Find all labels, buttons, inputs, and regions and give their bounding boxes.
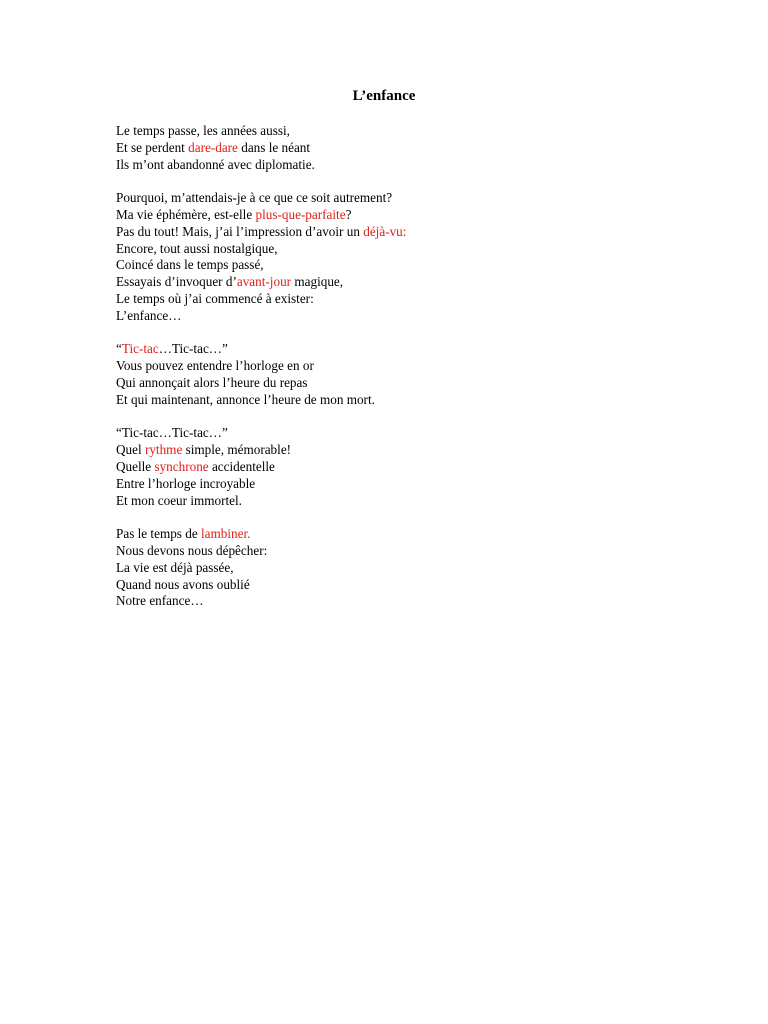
poem-line <box>116 123 676 140</box>
poem-line <box>116 593 676 610</box>
highlighted-word: lambiner. <box>200 526 251 542</box>
line-text: Encore, tout aussi nostalgique, <box>116 240 278 256</box>
line-text: dans le néant <box>237 139 311 155</box>
line-text: Pas du tout! Mais, j’ai l’impression d’avoir un <box>116 223 364 239</box>
line-text: Et se perdent <box>116 139 189 155</box>
poem-line <box>116 459 676 476</box>
line-text: Ma vie éphémère, est-elle <box>116 206 256 222</box>
line-text: Pourquoi, m’attendais-je à ce que ce soit autrement? <box>116 190 393 206</box>
highlighted-word: plus-que-parfaite <box>255 206 346 222</box>
line-text: ? <box>345 206 352 222</box>
poem-line <box>116 476 676 493</box>
line-text: simple, mémorable! <box>182 442 292 458</box>
line-text: Et qui maintenant, annonce l’heure de mon mort. <box>116 391 375 407</box>
poem-line <box>116 274 676 291</box>
line-text: accidentelle <box>208 458 275 474</box>
line-text: Le temps où j’ai commencé à exister: <box>116 290 314 306</box>
poem-line <box>116 526 676 543</box>
line-text: Notre enfance… <box>116 593 204 609</box>
poem-line <box>116 291 676 308</box>
poem-line <box>116 493 676 510</box>
poem-line <box>116 140 676 157</box>
poem-line <box>116 341 676 358</box>
poem-line <box>116 308 676 325</box>
highlighted-word: avant-jour <box>236 274 292 290</box>
poem-line <box>116 157 676 174</box>
line-text: Quand nous avons oublié <box>116 576 250 592</box>
poem-line <box>116 392 676 409</box>
line-text: Pas le temps de <box>116 526 201 542</box>
highlighted-word: synchrone <box>154 458 209 474</box>
stanza-gap <box>116 409 676 426</box>
poem-line <box>116 560 676 577</box>
poem-line <box>116 257 676 274</box>
line-text: Vous pouvez entendre l’horloge en or <box>116 358 314 374</box>
line-text: Quel <box>116 442 145 458</box>
stanza-gap <box>116 325 676 342</box>
poem-line <box>116 207 676 224</box>
highlighted-word: déjà-vu: <box>363 223 407 239</box>
line-text: Quelle <box>116 458 155 474</box>
poem-line <box>116 358 676 375</box>
stanza-gap <box>116 173 676 190</box>
line-text: “ <box>116 341 122 357</box>
line-text: Coincé dans le temps passé, <box>116 257 264 273</box>
line-text: Entre l’horloge incroyable <box>116 475 256 491</box>
poem-title: L’enfance <box>352 88 416 104</box>
line-text: Le temps passe, les années aussi, <box>116 123 290 138</box>
poem-line <box>116 425 676 442</box>
poem-line <box>116 375 676 392</box>
line-text: La vie est déjà passée, <box>116 559 234 575</box>
line-text: magique, <box>291 274 344 290</box>
poem-body <box>116 123 676 610</box>
highlighted-word: Tic-tac <box>121 341 159 357</box>
line-text: …Tic-tac…” <box>158 341 228 357</box>
poem-line <box>116 543 676 560</box>
poem-line <box>116 241 676 258</box>
highlighted-word: dare-dare <box>188 139 238 155</box>
stanza-gap <box>116 509 676 526</box>
line-text: “Tic-tac…Tic-tac…” <box>116 425 228 441</box>
line-text: Et mon coeur immortel. <box>116 492 242 508</box>
highlighted-word: rythme <box>144 442 183 458</box>
poem-line <box>116 442 676 459</box>
line-text: Ils m’ont abandonné avec diplomatie. <box>116 156 315 172</box>
line-text: L’enfance… <box>116 307 182 323</box>
poem-line <box>116 224 676 241</box>
line-text: Nous devons nous dépêcher: <box>116 542 268 558</box>
poem-line <box>116 577 676 594</box>
line-text: Essayais d’invoquer d’ <box>116 274 237 290</box>
poem-line <box>116 190 676 207</box>
line-text: Qui annonçait alors l’heure du repas <box>116 374 308 390</box>
